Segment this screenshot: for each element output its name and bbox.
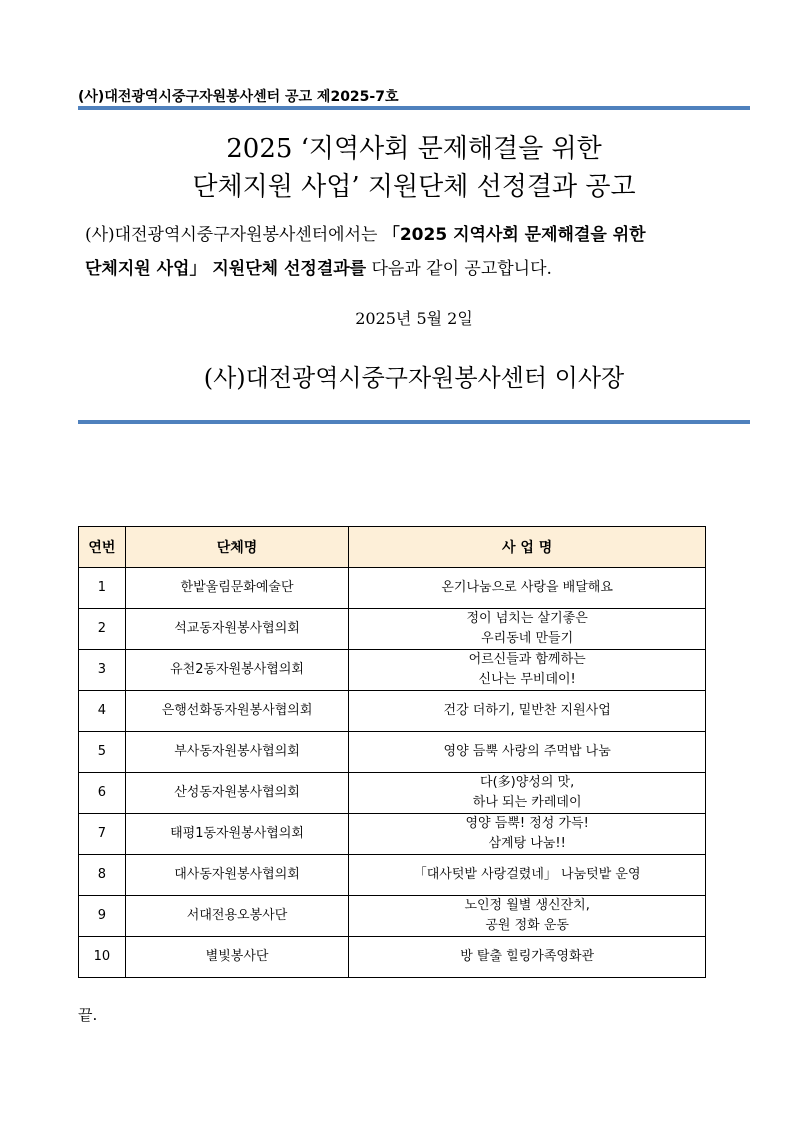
project-line1: 다(多)양성의 맛, xyxy=(480,775,575,790)
project-line1: 온기나눔으로 사랑을 배달해요 xyxy=(441,580,613,595)
row-group-name: 한밭울림문화예술단 xyxy=(125,568,349,609)
notice-number: (사)대전광역시중구자원봉사센터 공고 제2025-7호 xyxy=(78,89,399,105)
table-row xyxy=(79,568,706,609)
header-group: 단체명 xyxy=(125,527,349,568)
body-line1-prefix: (사)대전광역시중구자원봉사센터에서는 xyxy=(85,225,383,245)
row-project-name xyxy=(349,937,706,978)
table-row xyxy=(79,691,706,732)
row-number: 10 xyxy=(79,937,126,978)
project-line1: 방 탈출 힐링가족영화관 xyxy=(460,949,595,964)
project-line2: 삼계탕 나눔!! xyxy=(488,836,566,851)
row-number: 1 xyxy=(79,568,126,609)
row-number: 8 xyxy=(79,855,126,896)
row-project-name xyxy=(349,896,706,937)
row-project-name xyxy=(349,609,706,650)
announcement-body-line1 xyxy=(85,218,745,252)
project-line1: 영양 듬뿍 사랑의 주먹밥 나눔 xyxy=(443,744,611,759)
row-group-name: 서대전용오봉사단 xyxy=(125,896,349,937)
row-number: 7 xyxy=(79,814,126,855)
project-line2: 신나는 무비데이! xyxy=(478,672,576,687)
table-row xyxy=(79,896,706,937)
row-project-name xyxy=(349,814,706,855)
table-row xyxy=(79,773,706,814)
table-row xyxy=(79,609,706,650)
row-project-name xyxy=(349,650,706,691)
row-project-name xyxy=(349,568,706,609)
table-row xyxy=(79,650,706,691)
end-mark: 끝. xyxy=(78,1006,98,1024)
top-divider xyxy=(78,106,750,110)
table-row xyxy=(79,937,706,978)
page-title-line1: 2025 ‘지역사회 문제해결을 위한 xyxy=(226,134,602,164)
project-line2: 하나 되는 카레데이 xyxy=(472,795,582,810)
row-group-name: 부사동자원봉사협의회 xyxy=(125,732,349,773)
bottom-divider xyxy=(78,420,750,424)
project-line1: 어르신들과 함께하는 xyxy=(468,652,586,667)
project-line1: 노인정 월별 생신잔치, xyxy=(464,898,590,913)
header-project: 사 업 명 xyxy=(349,527,706,568)
row-group-name: 석교동자원봉사협의회 xyxy=(125,609,349,650)
row-number: 6 xyxy=(79,773,126,814)
row-group-name: 유천2동자원봉사협의회 xyxy=(125,650,349,691)
page-title-line2: 단체지원 사업’ 지원단체 선정결과 공고 xyxy=(192,172,636,202)
row-group-name: 은행선화동자원봉사협의회 xyxy=(125,691,349,732)
body-line1-bold: 「2025 지역사회 문제해결을 위한 xyxy=(382,225,646,245)
row-group-name: 산성동자원봉사협의회 xyxy=(125,773,349,814)
table-row xyxy=(79,814,706,855)
org-signature: (사)대전광역시중구자원봉사센터 이사장 xyxy=(203,364,625,392)
announcement-body-line2 xyxy=(85,252,745,286)
header-no: 연번 xyxy=(79,527,126,568)
project-line1: 정이 넘치는 살기좋은 xyxy=(466,611,588,626)
row-group-name: 별빛봉사단 xyxy=(125,937,349,978)
row-project-name xyxy=(349,855,706,896)
table-row xyxy=(79,855,706,896)
table-header-row xyxy=(79,527,706,568)
row-project-name xyxy=(349,691,706,732)
row-project-name xyxy=(349,773,706,814)
row-number: 3 xyxy=(79,650,126,691)
project-line1: 「대사텃밭 사랑걸렸네」 나눔텃밭 운영 xyxy=(413,867,641,882)
body-line2-suffix: 다음과 같이 공고합니다. xyxy=(366,259,552,279)
project-line2: 공원 정화 운동 xyxy=(485,918,569,933)
row-number: 5 xyxy=(79,732,126,773)
project-line2: 우리동네 만들기 xyxy=(481,631,574,646)
row-group-name: 태평1동자원봉사협의회 xyxy=(125,814,349,855)
announcement-date: 2025년 5월 2일 xyxy=(355,309,473,328)
row-group-name: 대사동자원봉사협의회 xyxy=(125,855,349,896)
project-line1: 영양 듬뿍! 정성 가득! xyxy=(465,816,589,831)
body-line2-bold: 단체지원 사업」 지원단체 선정결과를 xyxy=(85,259,367,279)
selection-results-table xyxy=(78,526,706,978)
row-number: 4 xyxy=(79,691,126,732)
project-line1: 건강 더하기, 밑반찬 지원사업 xyxy=(443,703,611,718)
table-row xyxy=(79,732,706,773)
row-number: 2 xyxy=(79,609,126,650)
row-project-name xyxy=(349,732,706,773)
row-number: 9 xyxy=(79,896,126,937)
